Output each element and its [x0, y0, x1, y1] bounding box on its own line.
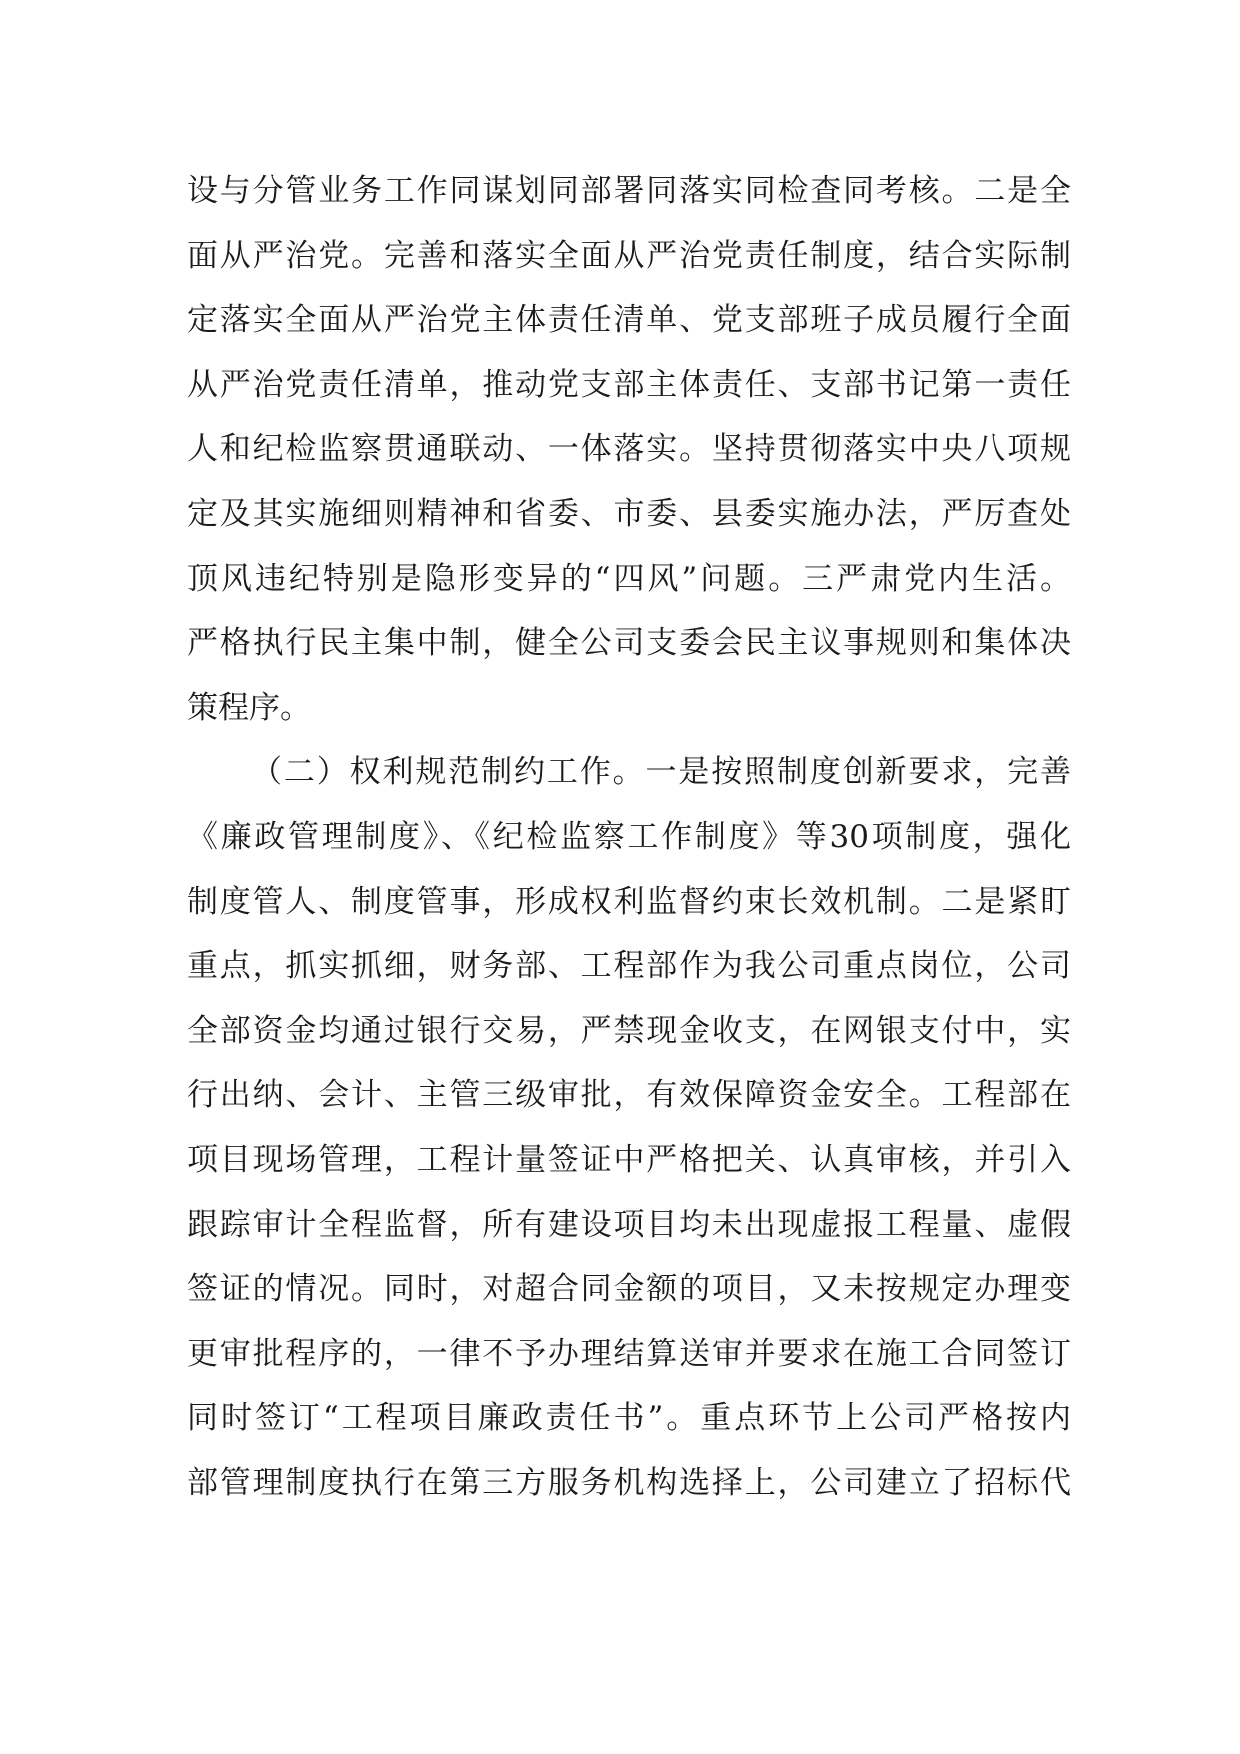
text-line: 定及其实施细则精神和省委、市委、县委实施办法，严厉查处	[187, 495, 1071, 532]
paragraph-1	[187, 159, 1071, 740]
text-line: 人和纪检监察贯通联动、一体落实。坚持贯彻落实中央八项规	[187, 431, 1071, 468]
paragraph-2	[187, 740, 1071, 1515]
text-line: 策程序。	[187, 689, 312, 726]
text-line: 跟踪审计全程监督，所有建设项目均未出现虚报工程量、虚假	[187, 1206, 1071, 1243]
text-line: 严格执行民主集中制，健全公司支委会民主议事规则和集体决	[187, 625, 1071, 662]
text-line: 《廉政管理制度》、《纪检监察工作制度》等30项制度，强化	[187, 818, 1071, 855]
text-line: 同时签订“工程项目廉政责任书”。重点环节上公司严格按内	[187, 1400, 1071, 1437]
text-line: 行出纳、会计、主管三级审批，有效保障资金安全。工程部在	[187, 1077, 1071, 1114]
text-line: 定落实全面从严治党主体责任清单、党支部班子成员履行全面	[187, 302, 1071, 339]
text-line: 设与分管业务工作同谋划同部署同落实同检查同考核。二是全	[187, 173, 1071, 209]
text-line: 全部资金均通过银行交易，严禁现金收支，在网银支付中，实	[187, 1012, 1071, 1049]
body-text	[187, 159, 1071, 1515]
text-line: （二）权利规范制约工作。一是按照制度创新要求，完善	[251, 754, 1071, 791]
text-line: 制度管人、制度管事，形成权利监督约束长效机制。二是紧盯	[187, 883, 1071, 920]
text-line: 项目现场管理，工程计量签证中严格把关、认真审核，并引入	[187, 1141, 1071, 1178]
text-line: 部管理制度执行在第三方服务机构选择上，公司建立了招标代	[187, 1464, 1071, 1501]
text-line: 面从严治党。完善和落实全面从严治党责任制度，结合实际制	[187, 237, 1071, 274]
text-line: 从严治党责任清单，推动党支部主体责任、支部书记第一责任	[187, 366, 1071, 403]
text-line: 重点，抓实抓细，财务部、工程部作为我公司重点岗位，公司	[187, 948, 1071, 985]
text-line: 签证的情况。同时，对超合同金额的项目，又未按规定办理变	[187, 1271, 1071, 1308]
text-line: 更审批程序的，一律不予办理结算送审并要求在施工合同签订	[187, 1335, 1071, 1372]
text-line: 顶风违纪特别是隐形变异的“四风”问题。三严肃党内生活。	[187, 560, 1071, 597]
